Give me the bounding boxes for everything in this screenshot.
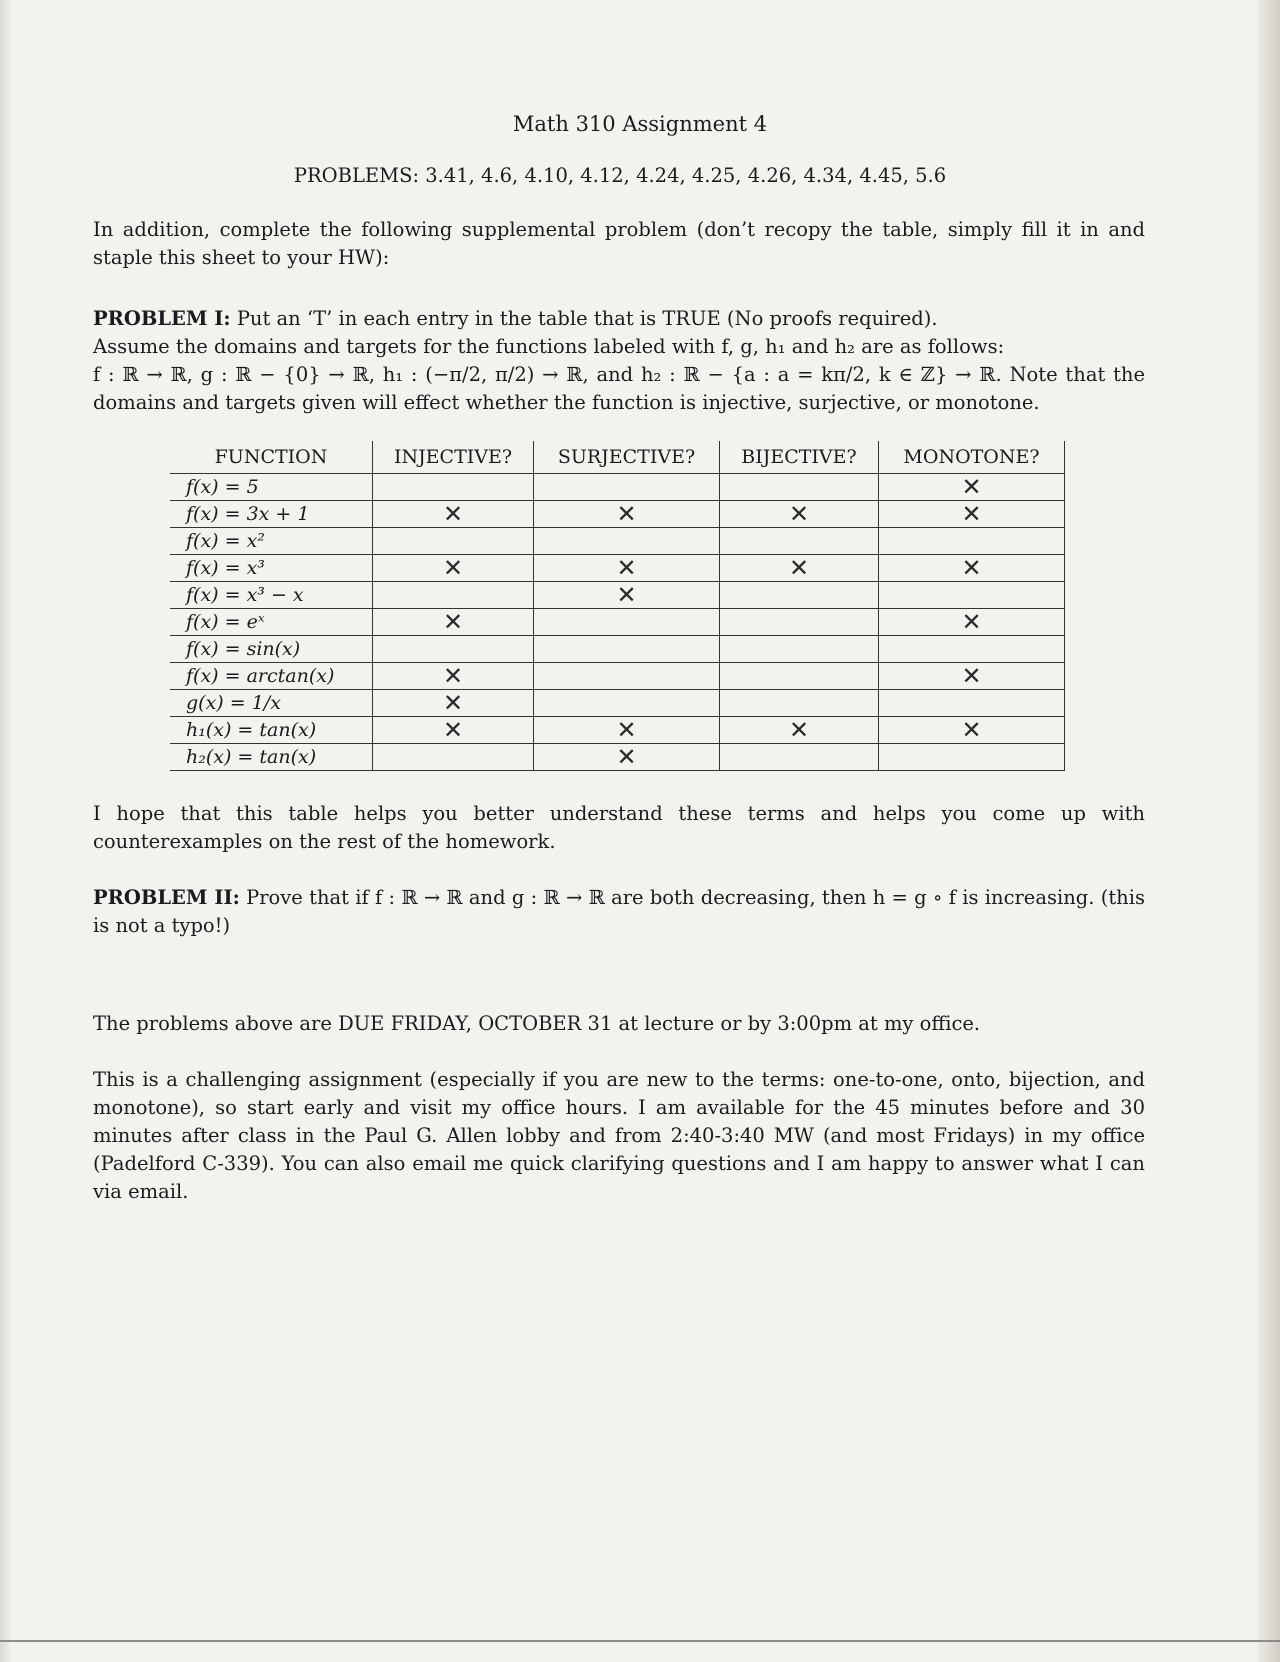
x-mark-cell: ✕ (879, 501, 1065, 528)
due-date-text: The problems above are DUE FRIDAY, OCTOBER 31 at lecture or by 3:00pm at my office. (93, 1012, 981, 1035)
x-mark-cell: ✕ (373, 501, 534, 528)
table-row (170, 501, 1065, 528)
empty-cell (879, 744, 1065, 771)
x-mark-cell: ✕ (534, 501, 720, 528)
empty-cell (879, 690, 1065, 717)
empty-cell (373, 474, 534, 501)
x-mark-cell: ✕ (373, 717, 534, 744)
x-mark-cell: ✕ (534, 555, 720, 582)
empty-cell (720, 582, 879, 609)
problem-1-domains: f : ℝ → ℝ, g : ℝ − {0} → ℝ, h₁ : (−π/2, π/2) → ℝ, and h₂ : ℝ − {a : a = kπ/2, k ∈ ℤ} → ℝ. Note that the domains and targets given will effect whether the function is injective, surjective, or monotone. (93, 363, 1145, 414)
empty-cell (720, 609, 879, 636)
x-mark-cell: ✕ (879, 474, 1065, 501)
table-row (170, 744, 1065, 771)
empty-cell (720, 744, 879, 771)
document-title: Math 310 Assignment 4 (512, 112, 768, 136)
x-mark-cell: ✕ (720, 555, 879, 582)
function-cell: f(x) = arctan(x) (170, 663, 373, 690)
function-cell: f(x) = sin(x) (170, 636, 373, 663)
empty-cell (534, 528, 720, 555)
empty-cell (373, 582, 534, 609)
empty-cell (720, 528, 879, 555)
empty-cell (720, 474, 879, 501)
empty-cell (534, 609, 720, 636)
table-row (170, 690, 1065, 717)
x-mark-cell: ✕ (534, 717, 720, 744)
function-cell: f(x) = 5 (170, 474, 373, 501)
x-mark-cell: ✕ (373, 663, 534, 690)
table-row (170, 528, 1065, 555)
x-mark-cell: ✕ (720, 501, 879, 528)
table-row (170, 555, 1065, 582)
x-mark-cell: ✕ (373, 690, 534, 717)
header-surjective: SURJECTIVE? (534, 441, 720, 474)
problem-2-text: Prove that if f : ℝ → ℝ and g : ℝ → ℝ are both decreasing, then h = g ∘ f is increasing. (this is not a typo!) (93, 886, 1145, 937)
problems-list: PROBLEMS: 3.41, 4.6, 4.10, 4.12, 4.24, 4.25, 4.26, 4.34, 4.45, 5.6 (293, 164, 947, 187)
function-cell: h₁(x) = tan(x) (170, 717, 373, 744)
empty-cell (534, 636, 720, 663)
function-cell: f(x) = x³ (170, 555, 373, 582)
table-row (170, 717, 1065, 744)
empty-cell (373, 636, 534, 663)
function-cell: f(x) = 3x + 1 (170, 501, 373, 528)
table-row (170, 663, 1065, 690)
header-function: FUNCTION (170, 441, 373, 474)
function-cell: f(x) = x² (170, 528, 373, 555)
intro-paragraph: In addition, complete the following supplemental problem (don’t recopy the table, simply fill it in and staple this sheet to your HW): (93, 218, 1145, 269)
header-monotone: MONOTONE? (879, 441, 1065, 474)
table-row (170, 636, 1065, 663)
x-mark-cell: ✕ (373, 609, 534, 636)
empty-cell (373, 744, 534, 771)
empty-cell (534, 474, 720, 501)
table-row (170, 582, 1065, 609)
x-mark-cell: ✕ (879, 555, 1065, 582)
problem-1-heading: PROBLEM I: (93, 307, 231, 330)
empty-cell (879, 528, 1065, 555)
x-mark-cell: ✕ (373, 555, 534, 582)
x-mark-cell: ✕ (879, 609, 1065, 636)
header-bijective: BIJECTIVE? (720, 441, 879, 474)
function-cell: f(x) = eˣ (170, 609, 373, 636)
table-header-row (170, 441, 1065, 474)
scan-bottom-rule (0, 1640, 1280, 1642)
empty-cell (879, 636, 1065, 663)
empty-cell (534, 663, 720, 690)
empty-cell (534, 690, 720, 717)
x-mark-cell: ✕ (534, 582, 720, 609)
empty-cell (720, 636, 879, 663)
table-body (170, 474, 1065, 771)
after-table-text: I hope that this table helps you better understand these terms and helps you come up with counterexamples on the rest of the homework. (93, 802, 1145, 853)
function-cell: h₂(x) = tan(x) (170, 744, 373, 771)
problem-1-text: Put an ‘T’ in each entry in the table that is TRUE (No proofs required). (236, 307, 938, 330)
problem-2 (93, 884, 1145, 940)
empty-cell (879, 582, 1065, 609)
function-cell: g(x) = 1/x (170, 690, 373, 717)
table-row (170, 609, 1065, 636)
empty-cell (720, 690, 879, 717)
scan-edge-right (1258, 0, 1280, 1662)
x-mark-cell: ✕ (534, 744, 720, 771)
x-mark-cell: ✕ (879, 663, 1065, 690)
function-table (170, 441, 1065, 771)
closing-paragraph: This is a challenging assignment (especially if you are new to the terms: one-to-one, onto, bijection, and monotone), so start early and visit my office hours. I am available for the 45 minutes before and 30 minutes after class in the Paul G. Allen lobby and from 2:40-3:40 MW (and most Fridays) in my office (Padelford C-339). You can also email me quick clarifying questions and I am happy to answer what I can via email. (93, 1068, 1145, 1203)
header-injective: INJECTIVE? (373, 441, 534, 474)
problem-1 (93, 305, 1145, 417)
problem-1-domains-intro: Assume the domains and targets for the functions labeled with f, g, h₁ and h₂ are as follows: (93, 335, 1005, 358)
empty-cell (373, 528, 534, 555)
scan-edge-left (0, 0, 10, 1662)
table-row (170, 474, 1065, 501)
empty-cell (720, 663, 879, 690)
x-mark-cell: ✕ (879, 717, 1065, 744)
problem-2-heading: PROBLEM II: (93, 886, 240, 909)
x-mark-cell: ✕ (720, 717, 879, 744)
function-cell: f(x) = x³ − x (170, 582, 373, 609)
